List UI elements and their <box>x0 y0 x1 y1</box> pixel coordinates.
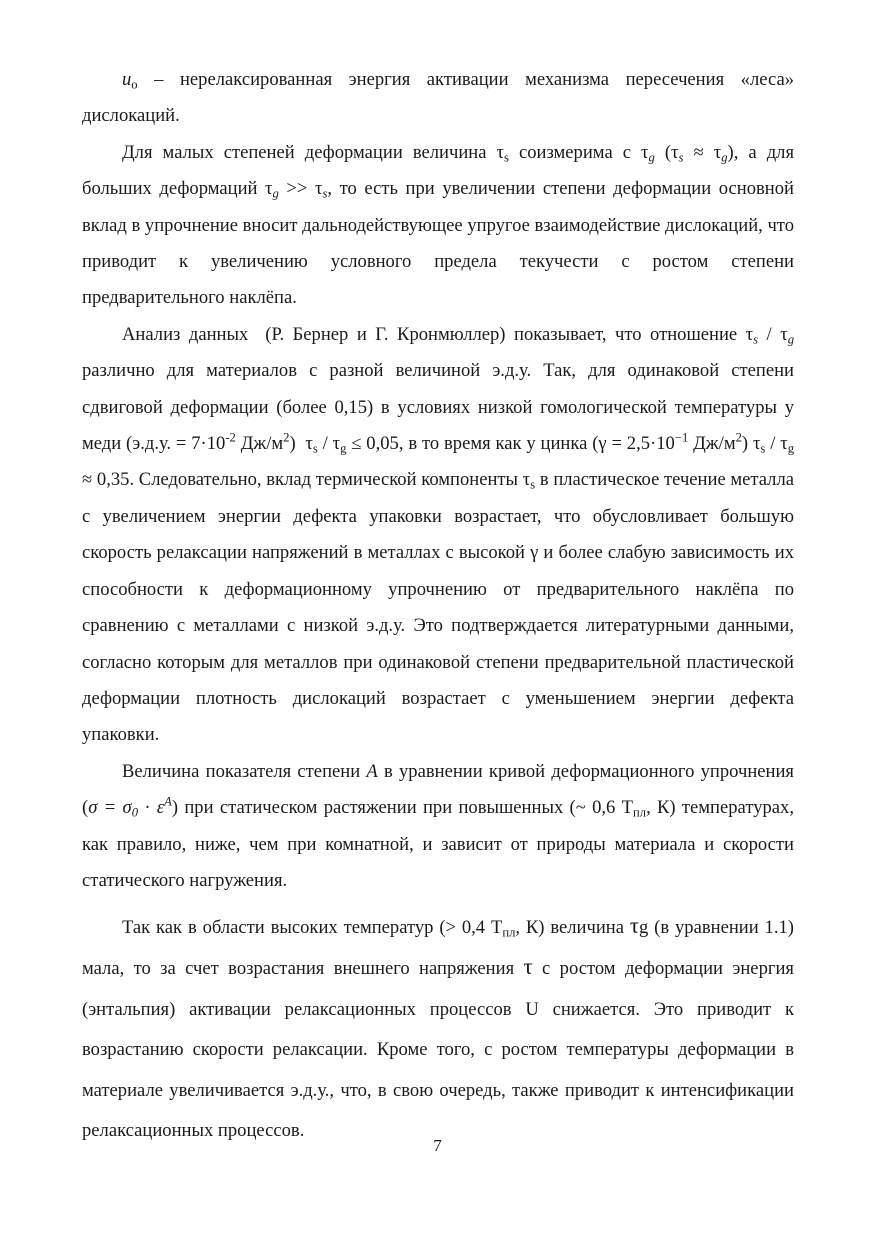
text-run: g <box>639 917 649 939</box>
text-run: ≤ 0,05, в то время как у цинка (γ = 2,5·10 <box>346 433 675 455</box>
paragraph <box>82 135 799 317</box>
text-run: ) при статическом растяжении при повышенных (~ 0,6 Т <box>171 797 633 819</box>
text-run: ), а для больших деформаций τ <box>82 141 799 200</box>
text-run: g <box>787 441 794 456</box>
text-run: 2 <box>735 430 742 445</box>
document-body <box>82 62 799 1152</box>
text-run: o <box>131 77 138 92</box>
text-run: >> τ <box>278 178 323 200</box>
text-run: g <box>648 150 655 165</box>
text-run: в пластическое течение металла с увеличением энергии дефекта упаковки возрастает, что обусловливает большую скорость релаксации напряжений в металлах с высокой γ и более слабую зависимость их способности к деформационному упрочнению от предварительного наклёпа по сравнению с металлами с низкой э.д.у. Это подтверждается литературными данными, согласно которым для металлов при одинаковой степени предварительной пластической деформации плотность дислокаций возрастает с уменьшением энергии дефекта упаковки. <box>82 469 799 746</box>
text-run: ≈ τ <box>683 141 722 163</box>
text-run: -2 <box>225 430 236 445</box>
text-run: s <box>322 186 328 201</box>
text-run: s <box>678 150 684 165</box>
text-run: / τ <box>317 433 341 455</box>
text-run: , то есть при увеличении степени деформации основной вклад в упрочнение вносит дальнодействующее упругое взаимодействие дислокаций, что приводит к увеличению условного предела текучести с ростом степени предварительного наклёпа. <box>82 178 799 309</box>
text-run: 2 <box>283 430 290 445</box>
text-run: / τ <box>758 323 788 345</box>
text-run: Анализ данных (Р. Бернер и Г. Кронмюллер) показывает, что отношение τ <box>122 323 754 345</box>
text-run: ) τ <box>289 433 313 455</box>
text-run: с ростом деформации энергия (энтальпия) активации релаксационных процессов U снижается. Это приводит к возрастанию скорости релаксации. Кроме того, с ростом температуры деформации в материале увеличивается э.д.у., что, в свою очередь, также приводит к интенсификации релаксационных процессов. <box>82 957 799 1142</box>
text-run: s <box>312 441 318 456</box>
text-run: , К) температурах, как правило, ниже, чем при комнатной, и зависит от природы материала и скорости статического нагружения. <box>82 797 799 891</box>
text-run: ε <box>156 797 165 819</box>
paragraph <box>82 317 799 754</box>
text-run: s <box>760 441 766 456</box>
text-run: s <box>504 150 509 165</box>
text-run: τ <box>523 953 533 979</box>
text-run: s <box>530 478 536 492</box>
text-run: ) τ <box>741 433 761 455</box>
text-run: σ = σ <box>88 797 132 819</box>
text-run: Величина показателя степени <box>122 760 367 782</box>
text-run: пл <box>633 805 647 820</box>
text-run: Дж/м <box>235 433 284 455</box>
text-run: · <box>138 797 157 819</box>
text-run: ≈ 0,35. Следовательно, вклад термической компоненты τ <box>82 433 799 491</box>
text-run: / τ <box>765 433 788 455</box>
text-run: различно для материалов с разной величиной э.д.у. Так, для одинаковой степени сдвиговой деформации (более 0,15) в условиях низкой гомологической температуры у меди (э.д.у. = 7·10 <box>82 323 799 455</box>
text-run: g <box>721 150 728 165</box>
paragraph <box>82 62 799 135</box>
text-run: (в уравнении 1.1) мала, то за счет возрастания внешнего напряжения <box>82 917 799 979</box>
text-run: g <box>272 186 279 201</box>
text-run: пл <box>502 925 516 940</box>
text-run: Дж/м <box>688 433 736 455</box>
text-run: −1 <box>674 430 689 445</box>
text-run: g <box>787 332 794 347</box>
text-run: – нерелаксированная энергия активации механизма пересечения «леса» дислокаций. <box>82 69 799 127</box>
text-run: Для малых степеней деформации величина τ <box>122 141 504 163</box>
paragraph <box>82 908 799 1152</box>
text-run: 0 <box>131 805 139 820</box>
page-number: 7 <box>433 1136 442 1155</box>
text-run: (τ <box>654 141 679 163</box>
text-run: τ <box>629 913 640 939</box>
text-run: A <box>164 794 172 809</box>
text-run: , К) величина <box>515 917 630 939</box>
paragraph <box>82 754 799 900</box>
text-run: Так как в области высоких температур (> 0,4 Т <box>122 917 503 939</box>
text-run: u <box>122 69 132 90</box>
text-run: соизмерима с τ <box>508 141 649 163</box>
text-run: s <box>753 332 759 347</box>
text-run: в уравнении кривой деформационного упрочнения ( <box>82 760 799 819</box>
text-run: g <box>340 441 347 456</box>
text-run: A <box>366 760 378 782</box>
